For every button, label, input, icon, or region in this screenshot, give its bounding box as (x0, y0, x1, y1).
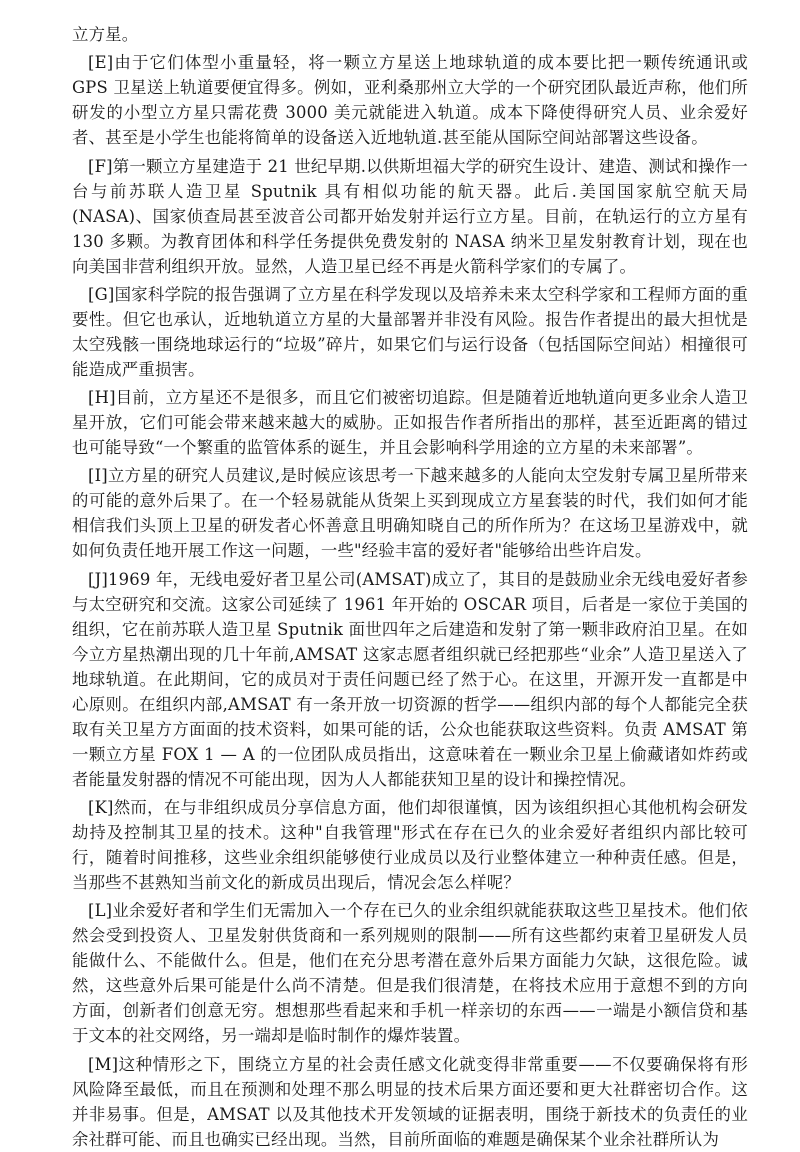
paragraph-m: [M]这种情形之下，围绕立方星的社会责任感文化就变得非常重要——不仅要确保将有形风险降至最低，而且在预测和处理不那么明显的技术后果方面还要和更大社群密切合作。这并非易事。但是，AMSAT 以及其他技术开发领域的证据表明，围绕于新技术的负责任的业余社群可能、而且也确实已经出现。当然，目前所面临的难题是确保某个业余社群所认为 (72, 1054, 748, 1149)
paragraph-j: [J]1969 年，无线电爱好者卫星公司(AMSAT)成立了，其目的是鼓励业余无线电爱好者参与太空研究和交流。这家公司延续了 1961 年开始的 OSCAR 项目，后者是一家位于美国的组织，它在前苏联人造卫星 Sputnik 面世四年之后建造和发射了第一颗非政府泊卫星。在如今立方星热潮出现的几十年前,AMSAT 这家志愿者组织就已经把那些“业余”人造卫星送入了地球轨道。在此期间，它的成员对于责任问题已经了然于心。在这里，开源开发一直都是中心原则。在组织内部,AMSAT 有一条开放一切资源的哲学——组织内部的每个人都能完全获取有关卫星方方面面的技术资料，如果可能的话，公众也能获取这些资料。负责 AMSAT 第一颗立方星 FOX 1 — A 的一位团队成员指出，这意味着在一颗业余卫星上偷藏诸如炸药或者能量发射器的情况不可能出现，因为人人都能获知卫星的设计和操控情况。 (72, 569, 748, 789)
paragraph-l: [L]业余爱好者和学生们无需加入一个存在已久的业余组织就能获取这些卫星技术。他们依然会受到投资人、卫星发射供货商和一系列规则的限制——所有这些都约束着卫星研发人员能做什么、不能做什么。但是，他们在充分思考潜在意外后果方面能力欠缺，这很危险。诚然，这些意外后果可能是什么尚不清楚。但是我们很清楚，在将技术应用于意想不到的方向方面，创新者们创意无穷。想想那些看起来和手机一样亲切的东西——一端是小额信贷和基于文本的社交网络，另一端却是临时制作的爆炸装置。 (72, 901, 748, 1046)
paragraph-continuation: 立方星。 (72, 25, 139, 44)
paragraph-f: [F]第一颗立方星建造于 21 世纪早期.以供斯坦福大学的研究生设计、建造、测试和操作一台与前苏联人造卫星 Sputnik 具有相似功能的航天器。此后.美国国家航空航天局(NASA)、国家侦查局甚至波音公司都开始发射并运行立方星。目前，在轨运行的立方星有 130 多颗。为教育团体和科学任务提供免费发射的 NASA 纳米卫星发射教育计划，现在也向美国非营利组织开放。显然，人造卫星已经不再是火箭科学家们的专属了。 (72, 156, 748, 276)
paragraph-g: [G]国家科学院的报告强调了立方星在科学发现以及培养未来太空科学家和工程师方面的重要性。但它也承认，近地轨道立方星的大量部署并非没有风险。报告作者提出的最大担忧是太空残骸一围绕地球运行的“垃圾”碎片，如果它们与运行设备（包括国际空间站）相撞很可能造成严重损害。 (72, 284, 748, 379)
paragraph-k: [K]然而，在与非组织成员分享信息方面，他们却很谨慎，因为该组织担心其他机构会研发劫持及控制其卫星的技术。这种"自我管理"形式在存在已久的业余爱好者组织内部比较可行，随着时间推移，这些业余组织能够使行业成员以及行业整体建立一种种责任感。但是，当那些不甚熟知当前文化的新成员出现后，情况会怎么样呢？ (72, 798, 748, 893)
paragraph-i: [I]立方星的研究人员建议,是时候应该思考一下越来越多的人能向太空发射专属卫星所带来的可能的意外后果了。在一个轻易就能从货架上买到现成立方星套装的时代，我们如何才能相信我们头顶上卫星的研发者心怀善意且明确知晓自己的所作所为？在这场卫星游戏中，就如何负责任地开展工作这一问题，一些"经验丰富的爱好者"能够给出些许启发。 (72, 466, 748, 561)
paragraph-e: [E]由于它们体型小重量轻，将一颗立方星送上地球轨道的成本要比把一颗传统通讯或 GPS 卫星送上轨道要便宜得多。例如，亚利桑那州立大学的一个研究团队最近声称，他们所研发的小型立方星只需花费 3000 美元就能进入轨道。成本下降使得研究人员、业余爱好者、甚至是小学生也能将简单的设备送入近地轨道.甚至能从国际空间站部署这些设备。 (72, 53, 748, 148)
paragraph-h: [H]目前，立方星还不是很多，而且它们被密切追踪。但是随着近地轨道向更多业余人造卫星开放，它们可能会带来越来越大的威胁。正如报告作者所指出的那样，甚至近距离的错过也可能导致“一个繁重的监管体系的诞生，并且会影响科学用途的立方星的未来部署”。 (72, 388, 748, 458)
